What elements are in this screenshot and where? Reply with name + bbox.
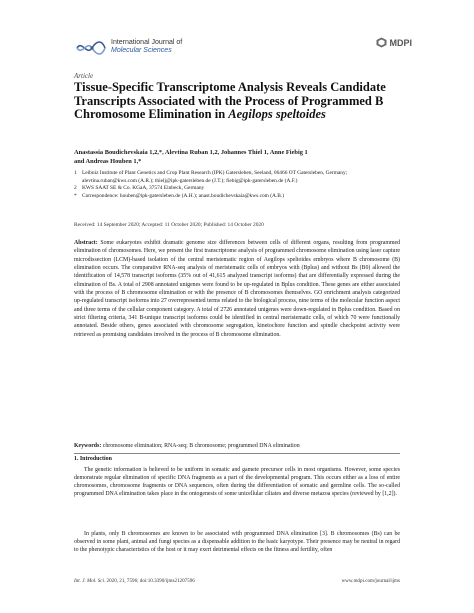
keywords-label: Keywords: <box>74 443 102 449</box>
citation <box>74 578 195 584</box>
article-title <box>74 81 414 122</box>
affiliations <box>74 170 394 200</box>
citation-details: 2020, 21, 7596; doi:10.3390/ijms21207596 <box>106 578 195 584</box>
mdpi-icon <box>376 37 387 48</box>
keywords-text: chromosome elimination; RNA-seq; B chromosome; programmed DNA elimination <box>102 443 300 449</box>
journal-name-line1: International Journal of <box>111 39 183 46</box>
article-type: Article <box>74 72 94 80</box>
intro-paragraph-1: The genetic information is believed to be uniform in somatic and gamete precursor cells in most organisms. However, some species demonstrate regular elimination of specific DNA fragments as a part of the developmental program. This occurs either as a loss of entire chromosomes, chromosome fragments or DNA sequences, often during the differentiation of somatic and germline cells. The so-called programmed DNA elimination takes place in the ontogenesis of some unicellular ciliates and diverse metazoa species (reviewed by [1,2]). <box>74 467 400 498</box>
affiliation-text: Leibniz Institute of Plant Genetics and Crop Plant Research (IPK) Gatersleben, Seeland, 06466 OT Gatersleben, Germany; alevtina.ruban@kws.com (A.R.); thielj@ipk-gatersleben.de (J.T.); fiebig@ipk-gatersleben.de (A.F.) <box>82 170 348 184</box>
abstract-text: Some eukaryotes exhibit dramatic genome size differences between cells of different organs, resulting from programmed elimination of chromosomes. Here, we present the first transcriptome analysis of programmed chromosome elimination using laser capture microdissection (LCM)-based isolation of the central meristematic region of Aegilops speltoides embryos where B chromosome (B) elimination occurs. The comparative RNA-seq analysis of meristematic cells of embryos with (Bplus) and without Bs (B0) allowed the identification of 14,578 transcript isoforms (35% out of 41,615 analyzed transcript isoforms) that are differentially expressed during the elimination of Bs. A total of 2908 annotated unigenes were found to be up-regulated in Bplus condition. These genes are either associated with the process of B chromosome elimination or with the presence of B chromosomes themselves. GO enrichment analysis categorized up-regulated transcript isoforms into 27 overrepresented terms related to the biological process, nine terms of the molecular function aspect and three terms of the cellular component category. A total of 2726 annotated unigenes were down-regulated in Bplus condition. Based on strict filtering criteria, 341 B-unique transcript isoforms could be identified in central meristematic cells, of which 70 were functionally annotated. Beside others, genes associated with chromosome segregation, kinetochore function and spindle checkpoint activity were retrieved as promising candidates involved in the process of B chromosome elimination. <box>74 240 401 338</box>
publisher-logo <box>376 37 413 48</box>
page-footer <box>74 578 400 584</box>
abstract-label: Abstract: <box>74 240 98 246</box>
affiliation-item <box>74 170 394 185</box>
publication-dates: Received: 14 September 2020; Accepted: 11 October 2020; Published: 14 October 2020 <box>74 222 264 228</box>
publisher-name: MDPI <box>389 37 412 48</box>
affiliation-text: Correspondence: houben@ipk-gatersleben.de (A.H.); anast.boudichevskaia@kws.com (A.B.) <box>82 192 284 199</box>
divider <box>74 453 400 454</box>
citation-journal: Int. J. Mol. Sci. <box>74 578 106 584</box>
journal-name-line2: Molecular Sciences <box>111 47 172 54</box>
journal-url: www.mdpi.com/journal/ijms <box>341 578 400 584</box>
affiliation-mark: 1 <box>74 170 77 176</box>
keywords <box>74 443 400 449</box>
section-heading: 1. Introduction <box>74 456 112 462</box>
affiliation-mark: * <box>74 192 77 199</box>
affiliation-text: KWS SAAT SE & Co. KGaA, 37574 Einbeck, Germany <box>82 185 205 191</box>
title-main: Tissue-Specific Transcriptome Analysis Reveals Candidate Transcripts Associated with the Process of Programmed B Chromosome Elimination in <box>74 80 386 121</box>
author-list <box>74 148 394 166</box>
title-species: Aegilops speltoides <box>228 107 326 121</box>
abstract <box>74 239 400 339</box>
journal-name <box>111 39 182 55</box>
correspondence-item <box>74 193 394 201</box>
authors-line1: Anastassia Boudichevskaia 1,2,*, Alevtina Ruban 1,2, Johannes Thiel 1, Anne Fiebig 1 <box>74 149 308 156</box>
affiliation-mark: 2 <box>74 185 77 191</box>
affiliation-item <box>74 185 394 193</box>
journal-logo-icon <box>74 38 108 58</box>
authors-line2: and Andreas Houben 1,* <box>74 158 142 165</box>
intro-paragraph-2: In plants, only B chromosomes are known to be associated with programmed DNA elimination [3]. B chromosomes (Bs) can be observed in some plant, animal and fungi species as a dispensable addition to the basic karyotype. Their presence may be neutral in regard to the phenotypic characteristics of the host or it may exert detrimental effects on the fitness and fertility, often <box>74 531 400 554</box>
